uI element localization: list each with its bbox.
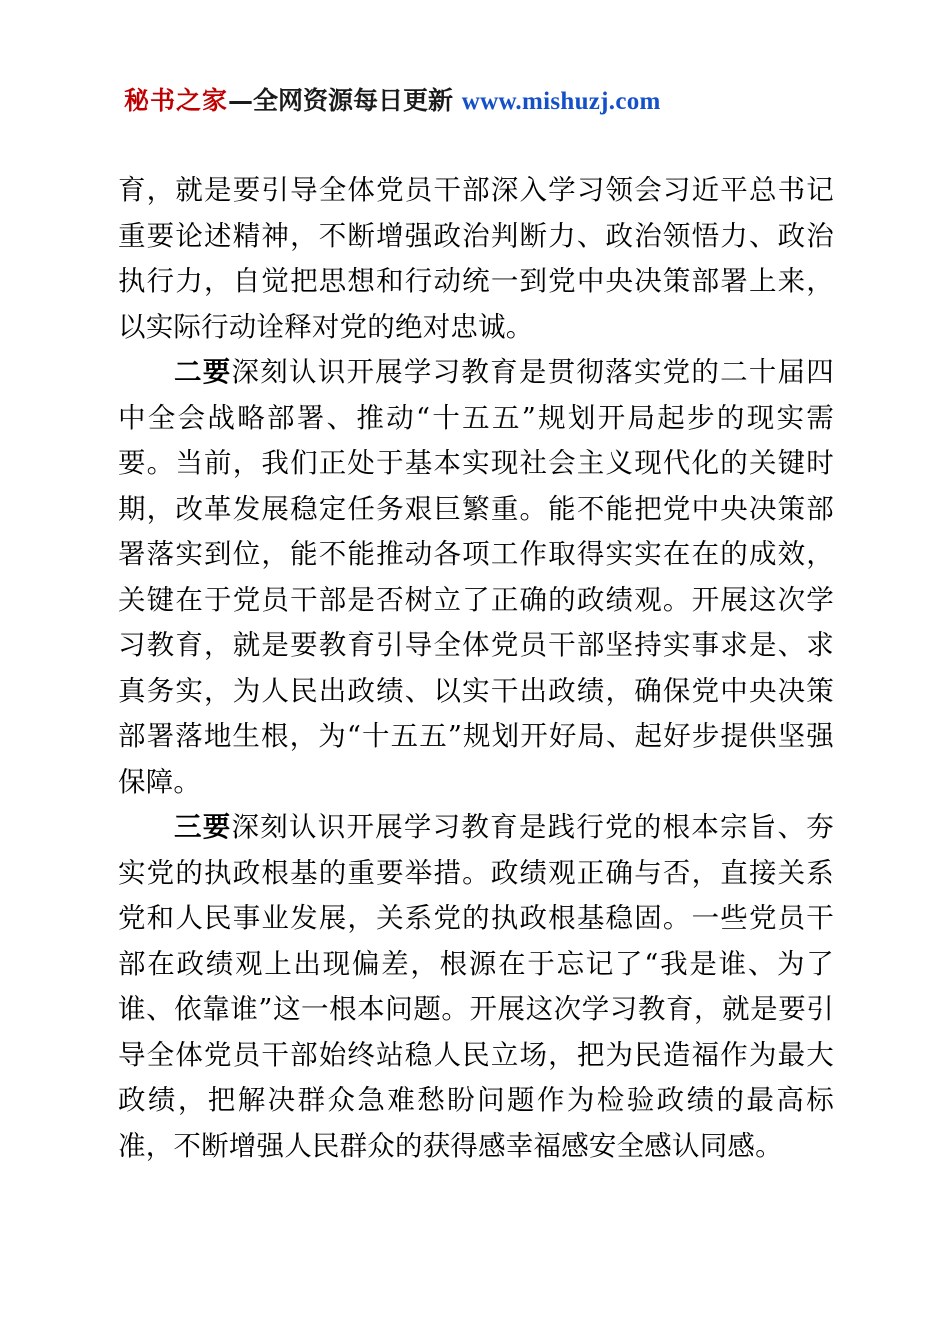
site-tagline: —全网资源每日更新 (228, 86, 462, 115)
paragraph-1-text: 育，就是要引导全体党员干部深入学习领会习近平总书记重要论述精神，不断增强政治判断力、政治领悟力、政治执行力，自觉把思想和行动统一到党中央决策部署上来，以实际行动诠释对党的绝对忠诚。 (118, 174, 834, 343)
paragraph-3-lead: 三要 (174, 811, 232, 843)
paragraph-2 (118, 350, 834, 805)
paragraph-2-text: 深刻认识开展学习教育是贯彻落实党的二十届四中全会战略部署、推动“十五五”规划开局起步的现实需要。当前，我们正处于基本实现社会主义现代化的关键时期，改革发展稳定任务艰巨繁重。能不能把党中央决策部署落实到位，能不能推动各项工作取得实实在在的成效，关键在于党员干部是否树立了正确的政绩观。开展这次学习教育，就是要教育引导全体党员干部坚持实事求是、求真务实，为人民出政绩、以实干出政绩，确保党中央决策部署落地生根，为“十五五”规划开好局、起好步提供坚强保障。 (118, 356, 834, 798)
paragraph-1 (118, 168, 834, 350)
document-body (118, 168, 834, 1169)
site-url[interactable]: www.mishuzj.com (461, 88, 661, 115)
paragraph-2-lead: 二要 (174, 356, 232, 388)
paragraph-3 (118, 805, 834, 1169)
site-header (124, 86, 824, 117)
paragraph-3-text: 深刻认识开展学习教育是践行党的根本宗旨、夯实党的执政根基的重要举措。政绩观正确与否，直接关系党和人民事业发展，关系党的执政根基稳固。一些党员干部在政绩观上出现偏差，根源在于忘记了“我是谁、为了谁、依靠谁”这一根本问题。开展这次学习教育，就是要引导全体党员干部始终站稳人民立场，把为民造福作为最大政绩，把解决群众急难愁盼问题作为检验政绩的最高标准，不断增强人民群众的获得感幸福感安全感认同感。 (118, 811, 834, 1162)
site-brand: 秘书之家 (124, 86, 229, 115)
